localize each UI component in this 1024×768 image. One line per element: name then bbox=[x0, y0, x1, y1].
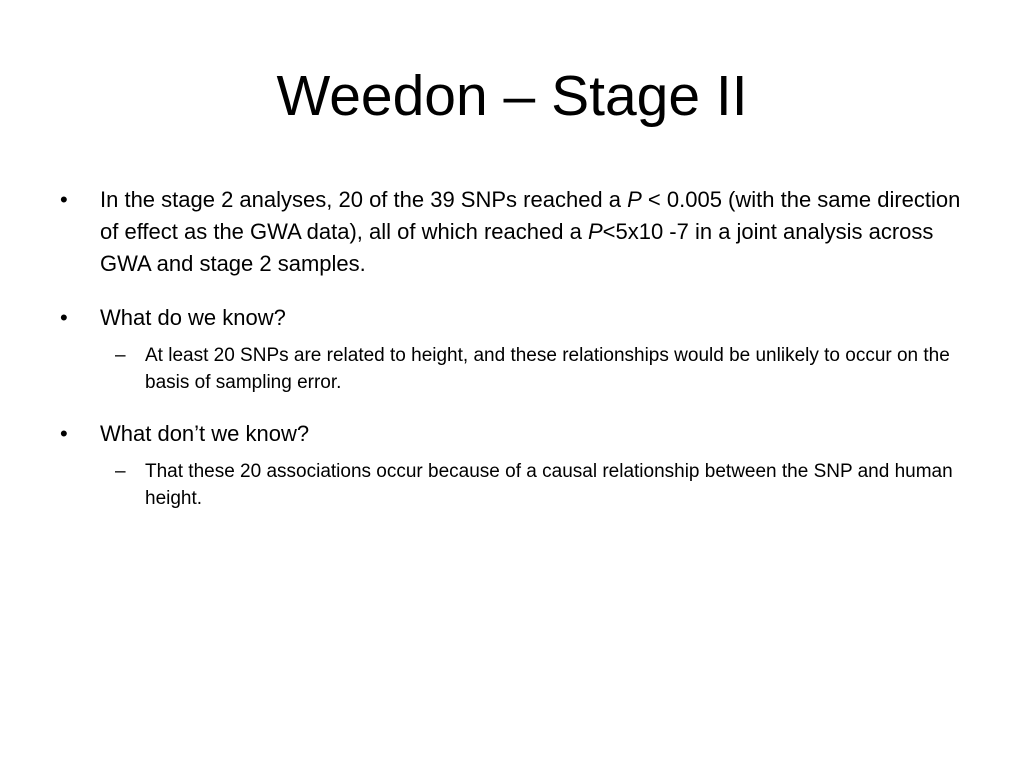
bullet-text-part: In the stage 2 analyses, 20 of the 39 SNPs reached a bbox=[100, 187, 628, 212]
sub-bullet-text: That these 20 associations occur because of a causal relationship between the SNP and human height. bbox=[145, 461, 953, 509]
sub-bullet-mark: – bbox=[115, 345, 126, 366]
bullet-mark: • bbox=[60, 421, 68, 446]
bullet-text-part: <5x10 -7 in a joint analysis across GWA and stage 2 samples. bbox=[100, 219, 934, 276]
slide-content bbox=[56, 184, 976, 534]
bullet-item bbox=[56, 184, 976, 280]
bullet-item bbox=[56, 302, 976, 334]
p-value-symbol: P bbox=[627, 187, 642, 212]
bullet-mark: • bbox=[60, 305, 68, 330]
bullet-group-3 bbox=[56, 418, 976, 512]
bullet-mark: • bbox=[60, 187, 68, 212]
sub-bullet-text: At least 20 SNPs are related to height, and these relationships would be unlikely to occur on the basis of sampling error. bbox=[145, 345, 950, 393]
bullet-group-1 bbox=[56, 184, 976, 280]
bullet-text: What do we know? bbox=[100, 305, 286, 330]
bullet-group-2 bbox=[56, 302, 976, 396]
sub-bullet-mark: – bbox=[115, 461, 126, 482]
bullet-item bbox=[56, 418, 976, 450]
p-value-symbol: P bbox=[587, 219, 603, 244]
bullet-text-part: < 0.005 (with the same direction of effect as the GWA data), all of which reached a bbox=[100, 187, 961, 244]
bullet-text: What don’t we know? bbox=[100, 421, 310, 446]
slide-title: Weedon – Stage II bbox=[276, 64, 748, 128]
sub-bullet-item bbox=[56, 458, 976, 512]
sub-bullet-item bbox=[56, 342, 976, 396]
